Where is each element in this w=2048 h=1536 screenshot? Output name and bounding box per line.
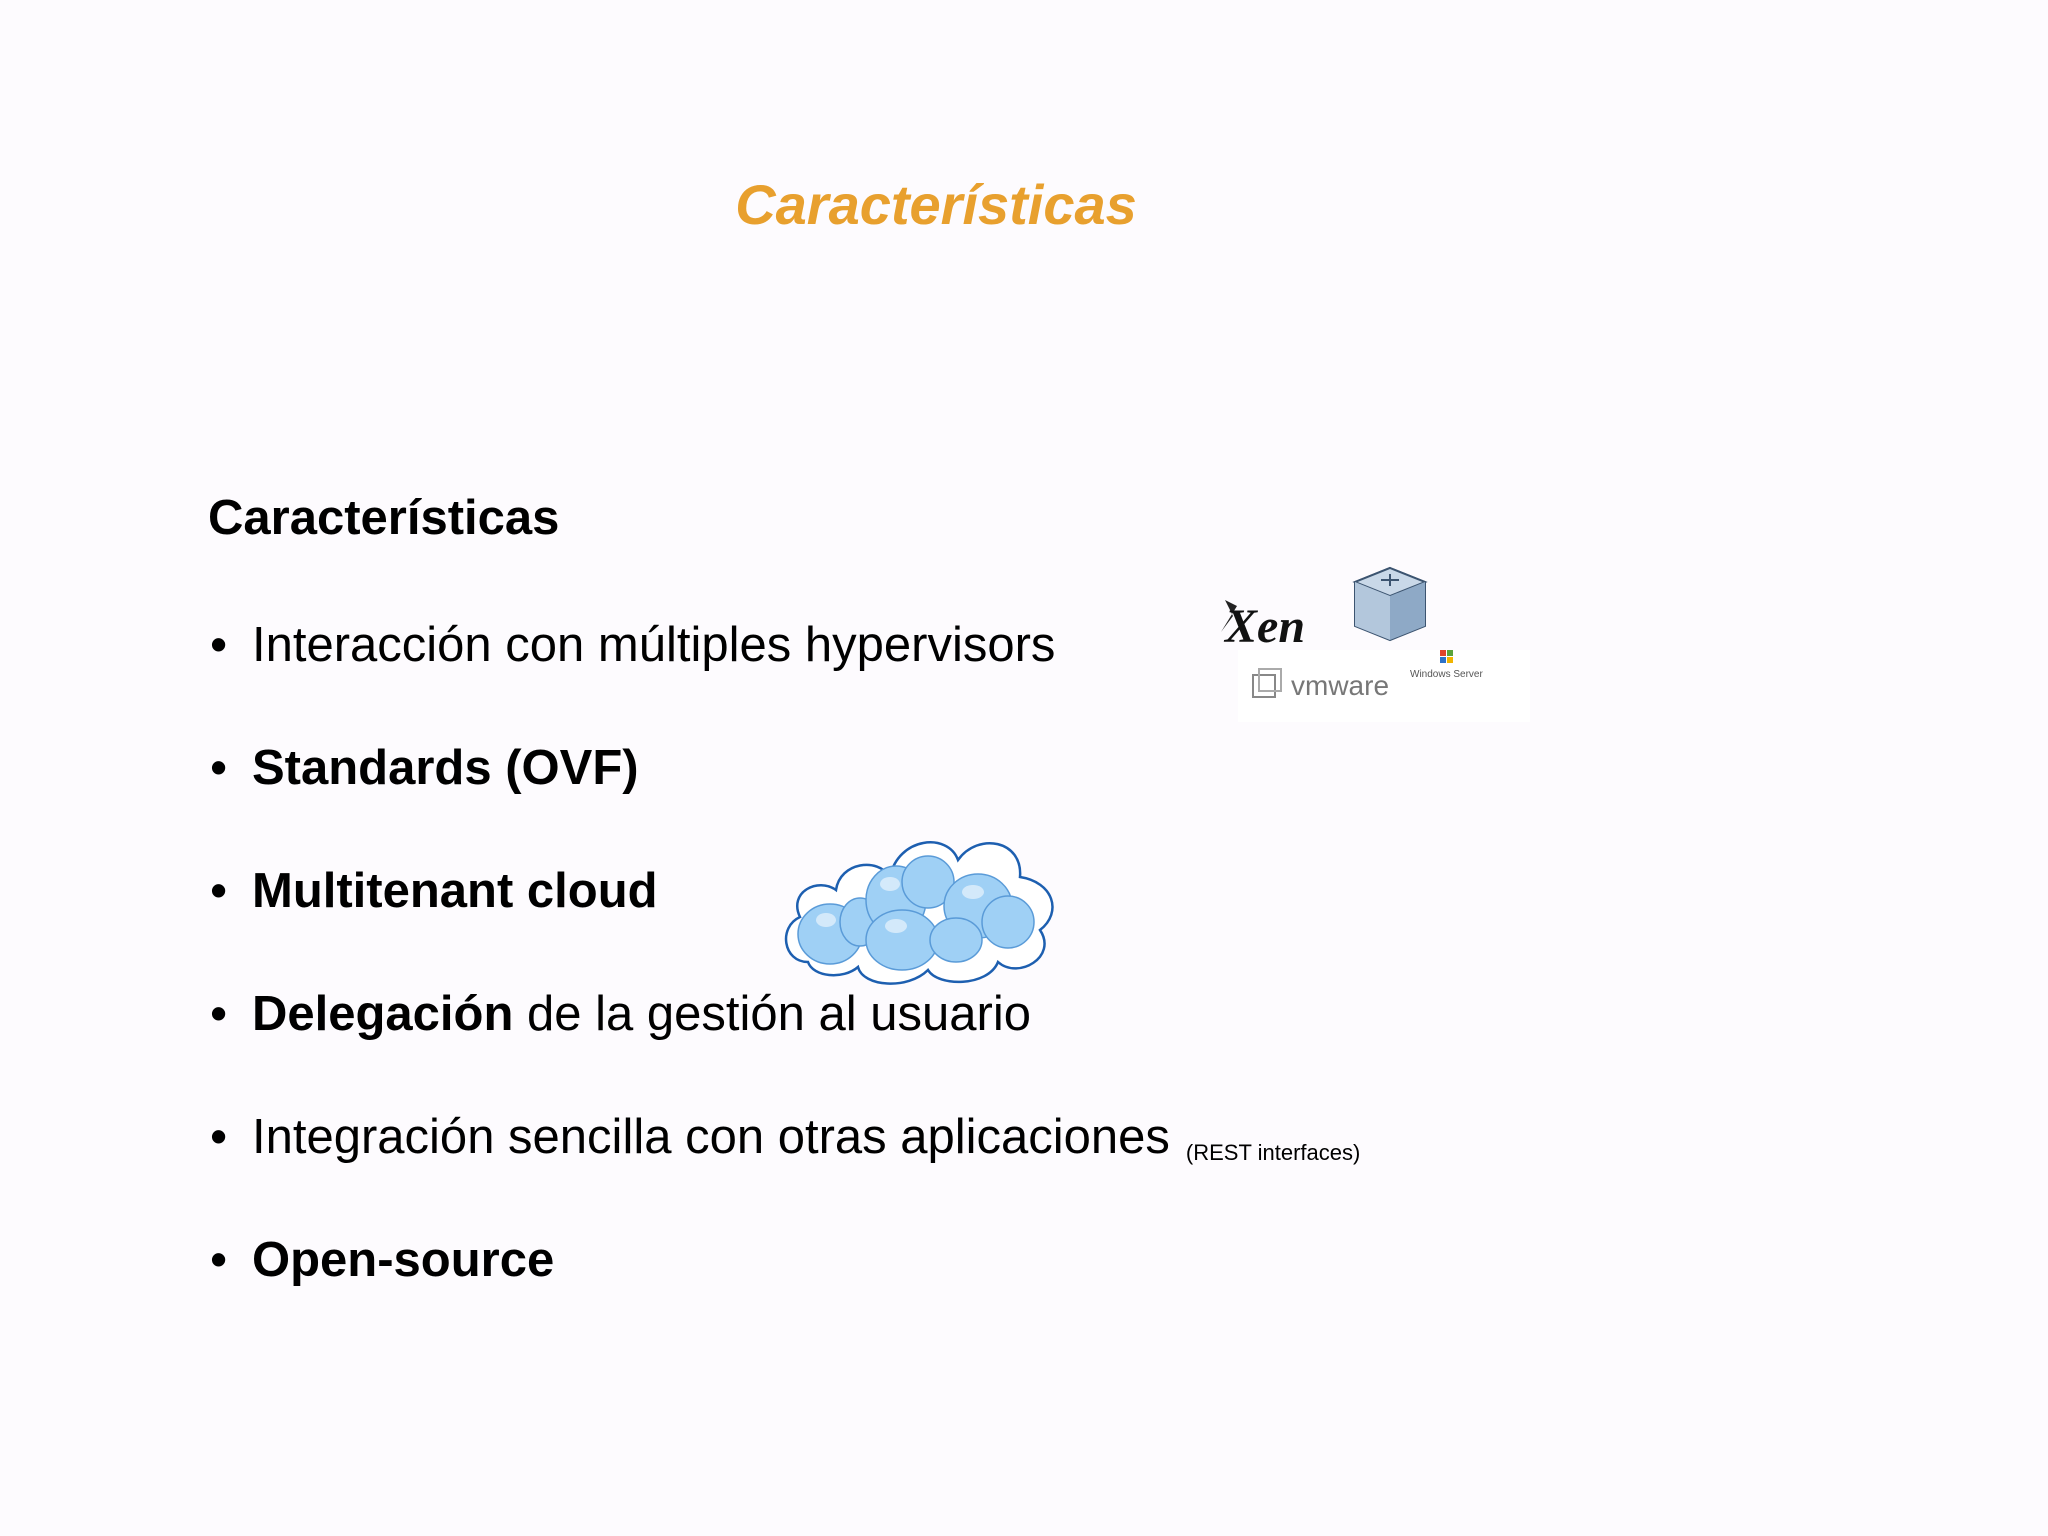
list-item <box>210 1225 1360 1348</box>
list-item <box>210 610 1360 733</box>
bullet-dot-icon: • <box>210 741 228 795</box>
bullet-dot-icon: • <box>210 1233 228 1287</box>
bullet-dot-icon: • <box>210 618 228 672</box>
virtualbox-cube-icon <box>1355 568 1425 640</box>
bullet-bold-text: Delegación <box>252 987 514 1041</box>
bullet-dot-icon: • <box>210 864 228 918</box>
xen-logo <box>1221 600 1305 653</box>
vmware-logo-text: vmware <box>1291 670 1390 701</box>
cloud-icon <box>778 812 1063 987</box>
bullet-bold-text: Open-source <box>252 1233 555 1287</box>
bullet-dot-icon: • <box>210 1110 228 1164</box>
bullet-dot-icon: • <box>210 987 228 1041</box>
bullet-note: (REST interfaces) <box>1185 1140 1361 1165</box>
bullet-bold-text: Standards (OVF) <box>252 741 639 795</box>
windows-server-logo-text: Windows Server <box>1410 669 1483 680</box>
bullet-text: Interacción con múltiples hypervisors <box>252 618 1056 672</box>
hypervisor-logos <box>1215 560 1535 730</box>
list-item <box>210 1102 1360 1225</box>
bullet-text: de la gestión al usuario <box>513 987 1031 1041</box>
bullet-text: Integración sencilla con otras aplicaciones <box>252 1110 1170 1164</box>
list-item <box>210 979 1360 1102</box>
slide-title: Características <box>735 173 1137 236</box>
bullet-bold-text: Multitenant cloud <box>252 864 658 918</box>
xen-logo-text: Xen <box>1225 600 1306 653</box>
section-heading: Características <box>208 491 560 545</box>
